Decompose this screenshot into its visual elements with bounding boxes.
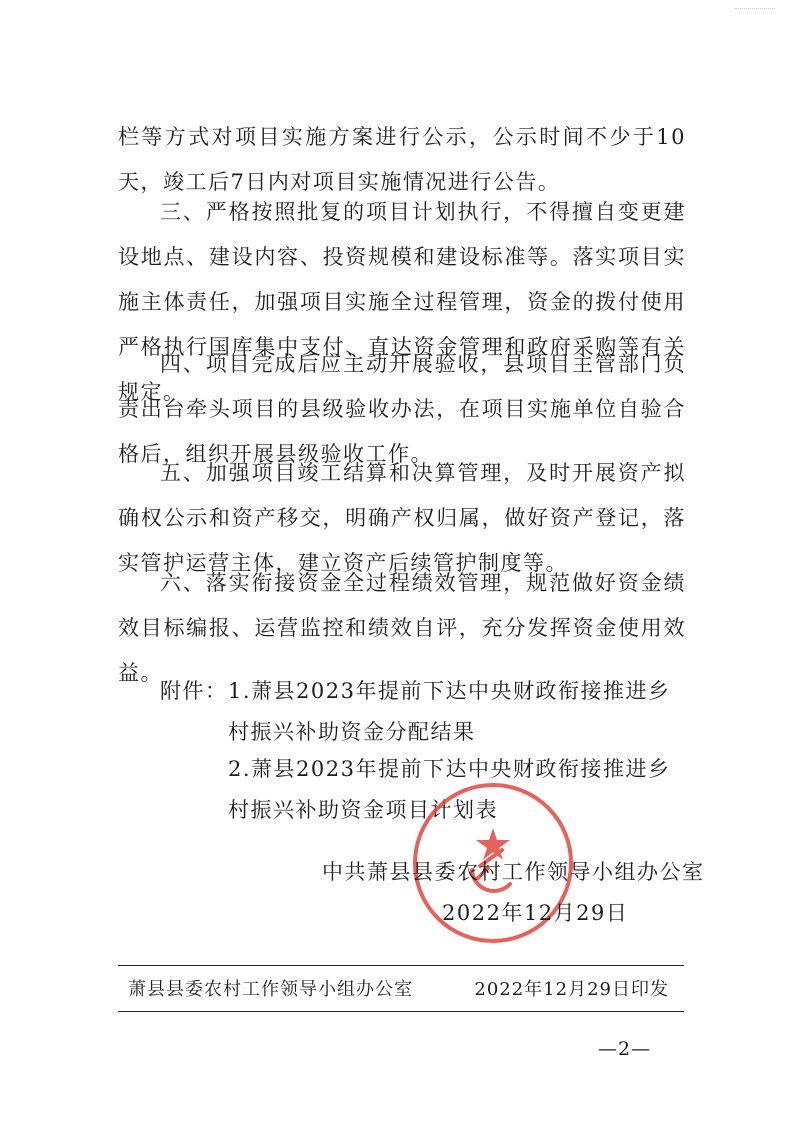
footer-rule-bottom bbox=[118, 1011, 684, 1012]
signature-date: 2022年12月29日 bbox=[442, 901, 629, 925]
attachments-label: 附件： bbox=[160, 679, 228, 703]
issuing-office: 中共萧县县委农村工作领导小组办公室 bbox=[322, 860, 705, 884]
paragraph-item-3: 三、严格按照批复的项目计划执行，不得擅自变更建设地点、建设内容、投资规模和建设标准等。落实项目实施主体责任，加强项目实施全过程管理，资金的拨付使用严格执行国库集中支付、直达资金管理和政府采购等有关规定。 bbox=[118, 200, 686, 404]
scan-artifact bbox=[735, 8, 775, 13]
paragraph-item-6: 六、落实衔接资金全过程绩效管理，规范做好资金绩效目标编报、运营监控和绩效自评，充分发挥资金使用效益。 bbox=[118, 571, 686, 685]
footer-rule-top bbox=[118, 965, 684, 966]
footer-print-date: 2022年12月29日印发 bbox=[474, 979, 669, 1000]
page-number: —2— bbox=[598, 1038, 652, 1060]
attachment-item-1: 1.萧县2023年提前下达中央财政衔接推进乡村振兴补助资金分配结果 bbox=[228, 679, 671, 744]
paragraph-continuation: 栏等方式对项目实施方案进行公示，公示时间不少于10天，竣工后7日内对项目实施情况进行公告。 bbox=[118, 125, 686, 194]
attachment-item-2: 2.萧县2023年提前下达中央财政衔接推进乡村振兴补助资金项目计划表 bbox=[228, 757, 671, 822]
paragraph-item-4: 四、项目完成后应主动开展验收，县项目主管部门负责出台牵头项目的县级验收办法，在项目实施单位自验合格后，组织开展县级验收工作。 bbox=[118, 352, 686, 466]
paragraph-item-5: 五、加强项目竣工结算和决算管理，及时开展资产拟确权公示和资产移交，明确产权归属，做好资产登记，落实管护运营主体，建立资产后续管护制度等。 bbox=[118, 461, 686, 575]
footer-issuer: 萧县县委农村工作领导小组办公室 bbox=[128, 979, 413, 1000]
